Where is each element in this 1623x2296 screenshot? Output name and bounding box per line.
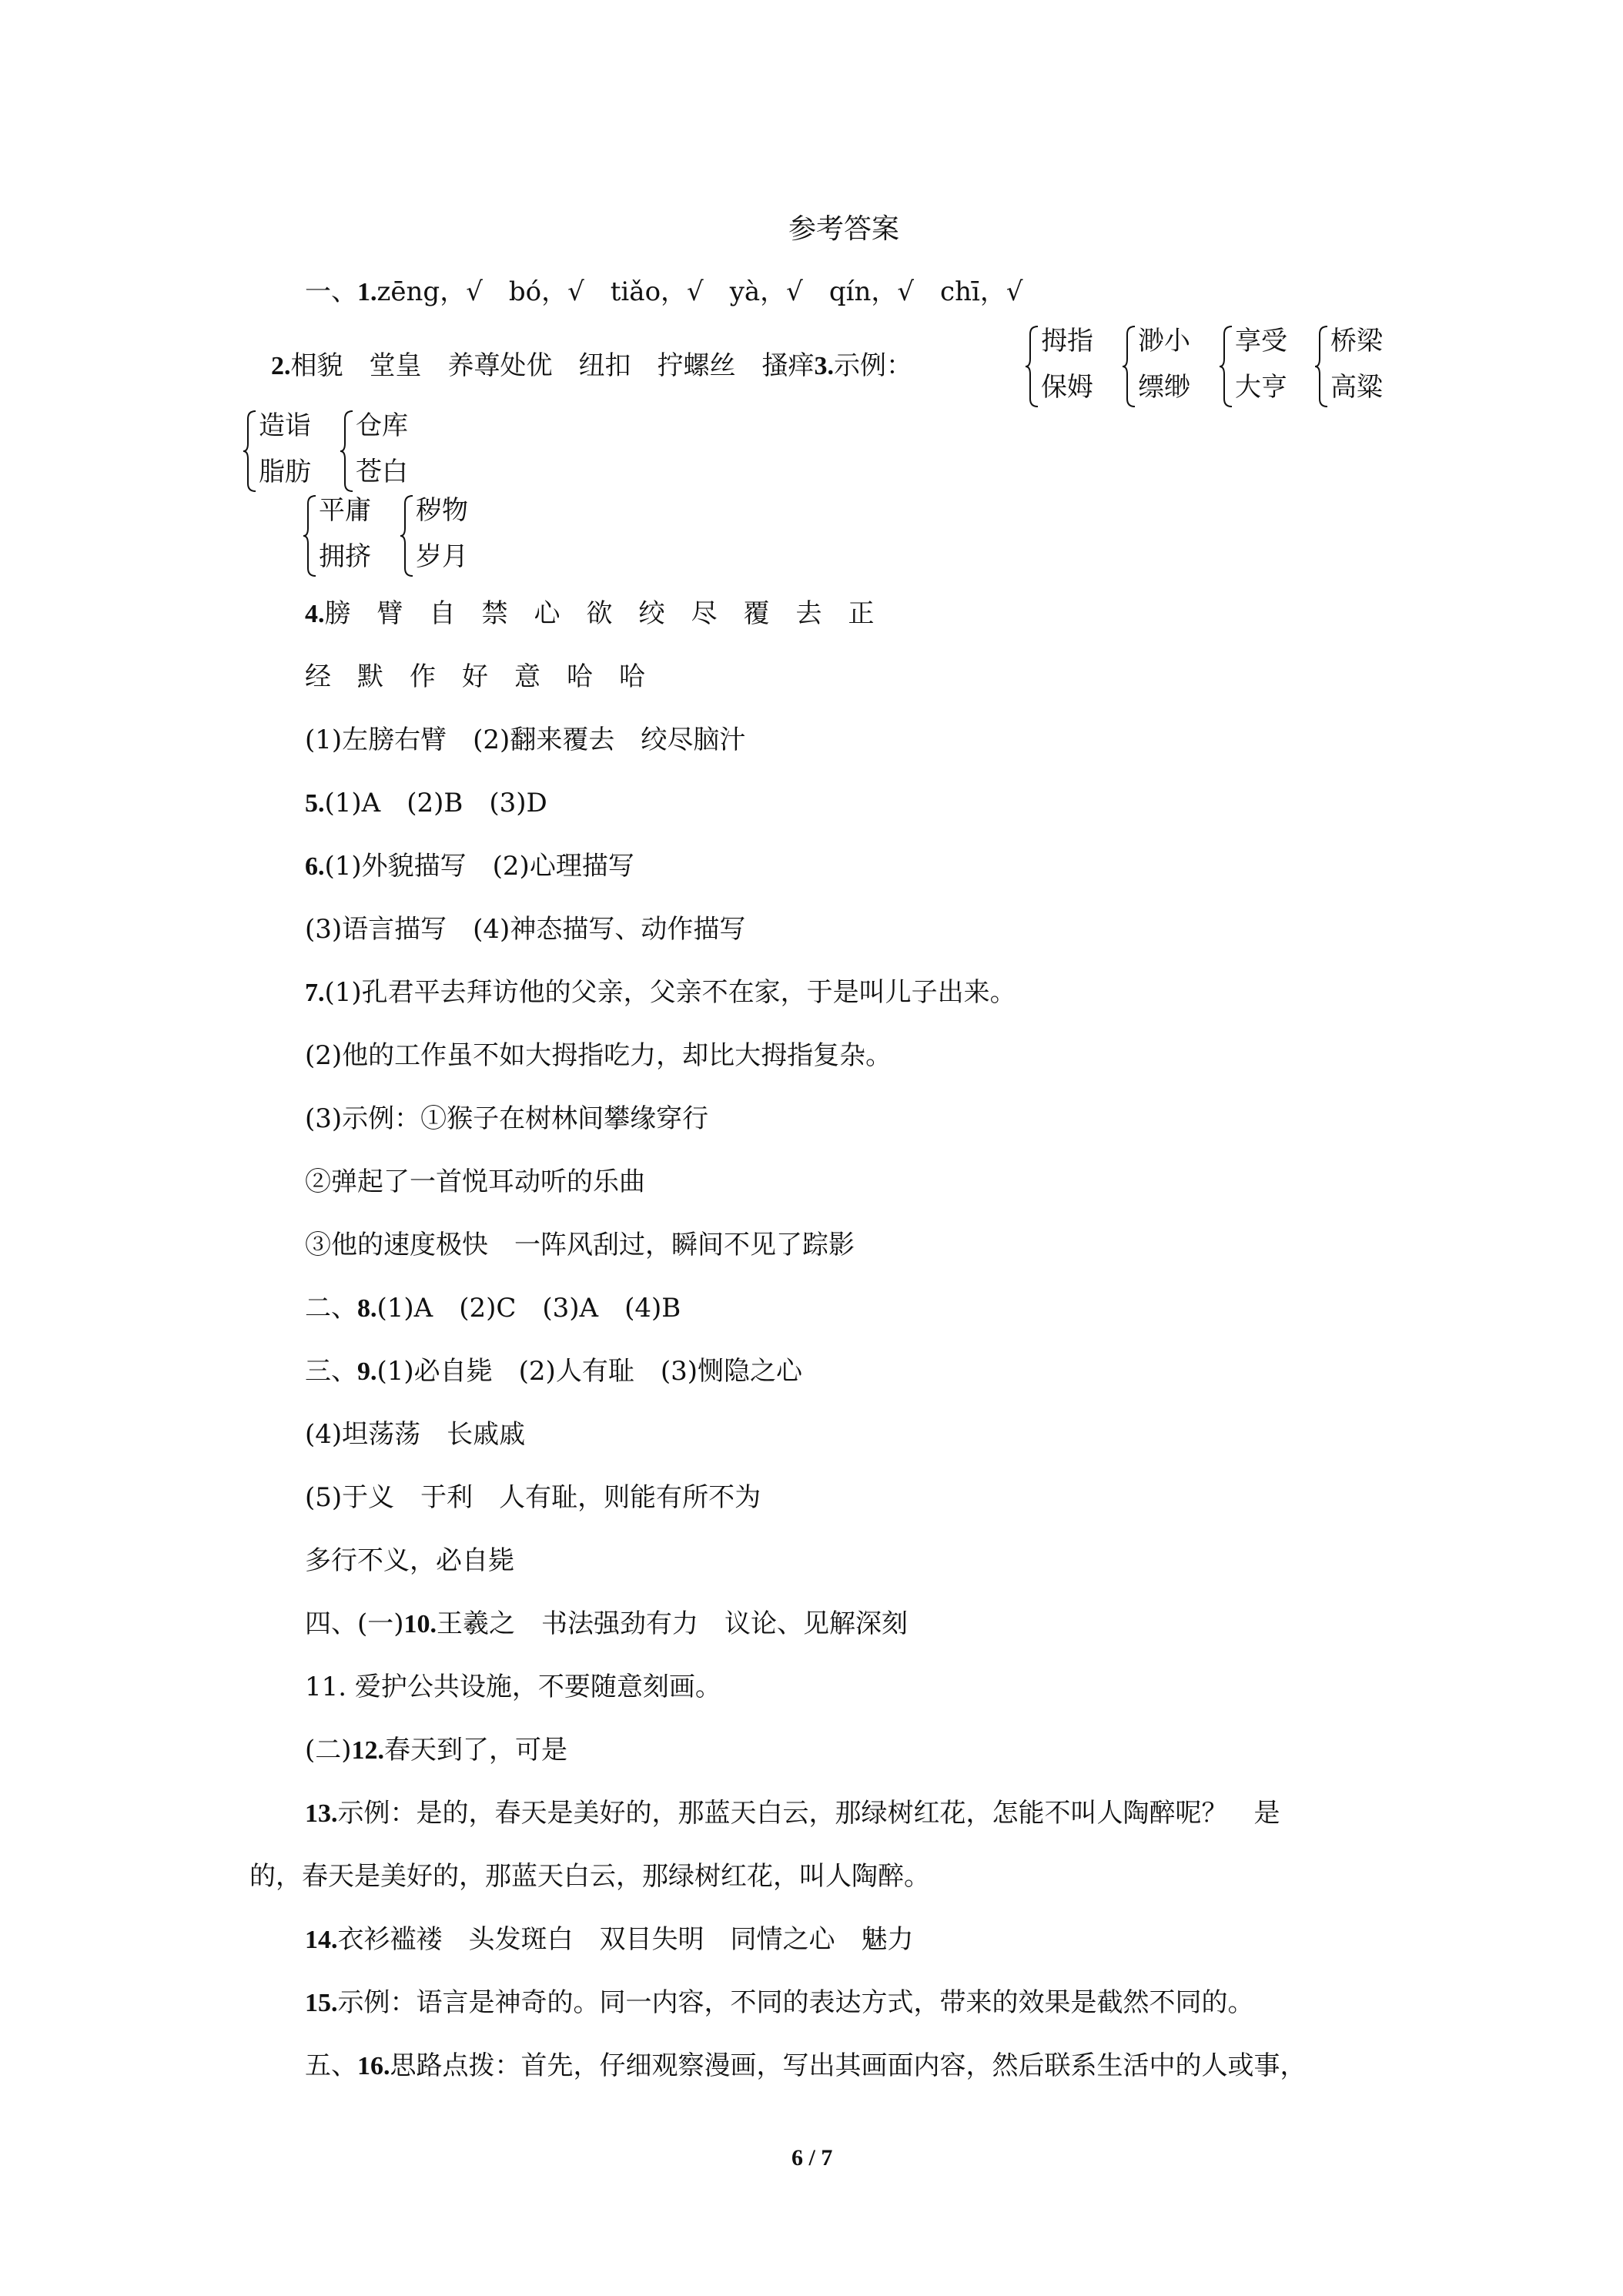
q9-answer: (1)必自毙 (2)人有耻 (3)恻隐之心 [376, 1356, 802, 1387]
question-number: 2. [271, 352, 291, 380]
q15-line [305, 1987, 1254, 2018]
q13-continued: 的，春天是美好的，那蓝天白云，那绿树红花，叫人陶醉。 [249, 1861, 930, 1892]
brace-icon [302, 493, 319, 579]
question-number: 6. [305, 852, 325, 881]
question-number: 7. [305, 979, 325, 1007]
q7-answer: (1)孔君平去拜访他的父亲，父亲不在家，于是叫儿子出来。 [324, 977, 1016, 1008]
q13-line [305, 1800, 1280, 1827]
word: 大亨 [1235, 372, 1287, 403]
q4-row-2: 经 默 作 好 意 哈 哈 [305, 661, 645, 692]
question-number: 15. [305, 1989, 338, 2017]
q15-answer: 示例：语言是神奇的。同一内容，不同的表达方式，带来的效果是截然不同的。 [337, 1987, 1254, 2018]
q7-line [305, 979, 1016, 1006]
question-number: 4. [305, 600, 325, 628]
q6-line [305, 853, 634, 880]
word: 苍白 [356, 457, 408, 487]
q9-line-3: (5)于义 于利 人有耻，则能有所不为 [305, 1482, 761, 1513]
q12-line [305, 1737, 567, 1764]
q8-line [305, 1295, 681, 1322]
page-number: 6 / 7 [791, 2145, 833, 2170]
brace-icon [399, 493, 416, 579]
q1-line [305, 276, 1023, 307]
word: 渺小 [1138, 326, 1190, 356]
brace-icon [1121, 323, 1138, 410]
q7-line-3: (3)示例：①猴子在树林间攀缘穿行 [305, 1103, 709, 1134]
q5-line [305, 790, 547, 817]
section-prefix: 二、 [305, 1293, 357, 1324]
question-number: 1. [357, 278, 377, 306]
q9-line [305, 1358, 802, 1385]
q3-lead: 示例： [834, 350, 912, 381]
q5-answer: (1)A (2)B (3)D [324, 788, 547, 818]
word: 拥挤 [319, 541, 371, 572]
q16-answer: 思路点拨：首先，仔细观察漫画，写出其画面内容，然后联系生活中的人或事， [390, 2050, 1307, 2081]
q2-line [271, 350, 912, 381]
question-number: 10. [403, 1610, 437, 1638]
q8-answer: (1)A (2)C (3)A (4)B [376, 1293, 681, 1324]
q4-row-1: 膀 臂 自 禁 心 欲 绞 尽 覆 去 正 [324, 598, 875, 629]
brace-icon [242, 408, 259, 494]
word: 脂肪 [259, 457, 311, 487]
q7-line-5: ③他的速度极快 一阵风刮过，瞬间不见了踪影 [305, 1230, 855, 1260]
section-prefix: 五、 [305, 2050, 357, 2081]
word: 平庸 [319, 495, 371, 526]
brace-icon [339, 408, 356, 494]
q7-line-4: ②弹起了一首悦耳动听的乐曲 [305, 1166, 645, 1197]
q4-line [305, 598, 875, 629]
q6-continued: (3)语言描写 (4)神态描写、动作描写 [305, 914, 746, 945]
brace-icon [1313, 323, 1330, 410]
brace-icon [1218, 323, 1235, 410]
question-number: 13. [305, 1799, 338, 1828]
word: 桥梁 [1330, 326, 1383, 356]
section-prefix: 一、 [305, 276, 357, 307]
q2-answer: 相貌 堂皇 养尊处优 纽扣 拧螺丝 搔痒 [290, 350, 815, 381]
section-prefix: 四、(一) [305, 1608, 404, 1639]
q6-answer: (1)外貌描写 (2)心理描写 [324, 851, 634, 882]
q16-line [305, 2050, 1307, 2081]
q14-line [305, 1926, 914, 1953]
question-number: 5. [305, 789, 325, 818]
question-number: 16. [357, 2052, 390, 2080]
page-title: 参考答案 [788, 213, 900, 245]
word: 高粱 [1330, 372, 1383, 403]
q10-answer: 王羲之 书法强劲有力 议论、见解深刻 [437, 1608, 909, 1639]
question-number: 3. [814, 352, 834, 380]
word: 造诣 [259, 410, 311, 441]
word: 保姆 [1041, 372, 1093, 403]
word: 秽物 [416, 495, 468, 526]
brace-icon [1024, 323, 1041, 410]
question-number: 12. [351, 1736, 385, 1765]
q10-line [305, 1608, 909, 1639]
word: 享受 [1235, 326, 1287, 356]
q14-answer: 衣衫褴褛 头发斑白 双目失明 同情之心 魅力 [337, 1924, 914, 1955]
q11-line: 11. 爱护公共设施，不要随意刻画。 [305, 1672, 721, 1702]
q9-line-2: (4)坦荡荡 长戚戚 [305, 1419, 526, 1450]
q9-line-4: 多行不义，必自毙 [305, 1545, 514, 1576]
q7-line-2: (2)他的工作虽不如大拇指吃力，却比大拇指复杂。 [305, 1040, 892, 1071]
q13-answer: 示例：是的，春天是美好的，那蓝天白云，那绿树红花，怎能不叫人陶醉呢？ 是 [337, 1798, 1280, 1829]
section-prefix: 三、 [305, 1356, 357, 1387]
word: 拇指 [1041, 326, 1093, 356]
section-prefix: (二) [305, 1735, 352, 1766]
word: 岁月 [416, 541, 468, 572]
word: 缥缈 [1138, 372, 1190, 403]
q1-answer: zēng，√ bó，√ tiǎo，√ yà，√ qín，√ chī，√ [376, 276, 1023, 307]
question-number: 9. [357, 1357, 377, 1386]
q12-answer: 春天到了，可是 [384, 1735, 568, 1766]
word: 仓库 [356, 410, 408, 441]
question-number: 8. [357, 1294, 377, 1323]
question-number: 14. [305, 1926, 338, 1954]
q4-row-3: (1)左膀右臂 (2)翻来覆去 绞尽脑汁 [305, 725, 746, 755]
